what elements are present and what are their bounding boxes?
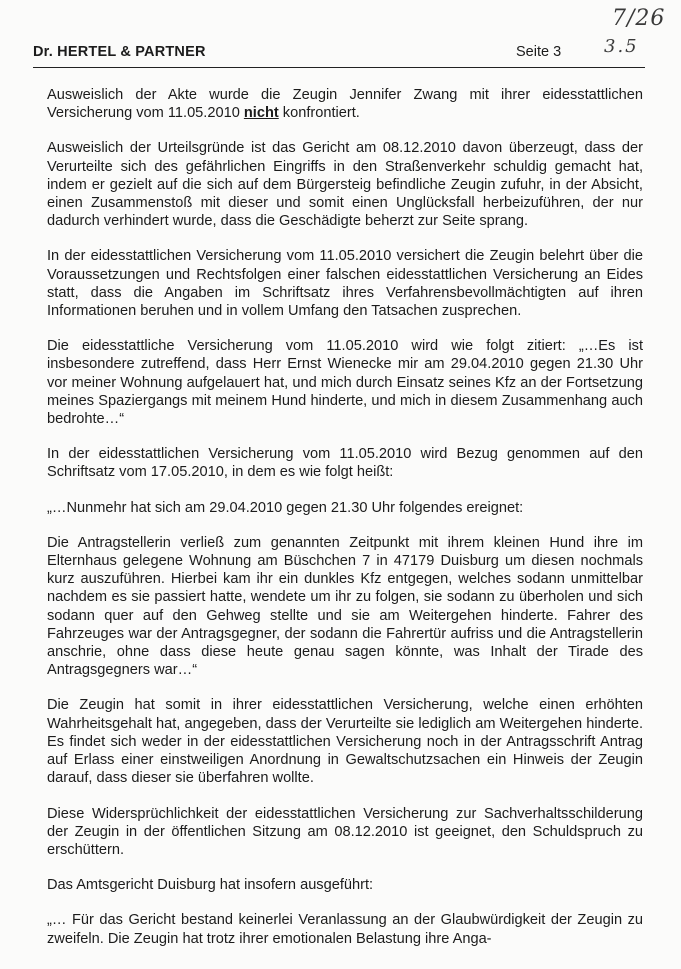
paragraph-1-text-b: konfrontiert. (278, 105, 360, 122)
handwritten-note-top: 7/26 (612, 6, 666, 31)
paragraph-3: In der eidesstattlichen Versicherung vom 11.05.2010 versichert die Zeugin belehrt über die Voraussetzungen und Rechtsfolgen einer falschen eidesstattlichen Versicherung an Eides statt, dass die Angaben im Schriftsatz ihres Verfahrensbevollmächtigten auf ihren Informationen beruhen und in vollem Umfang den Tatsachen zusprechen. (47, 248, 643, 320)
paragraph-4: Die eidesstattliche Versicherung vom 11.05.2010 wird wie folgt zitiert: „…Es ist insbesondere zutreffend, dass Herr Ernst Wienecke mir am 29.04.2010 gegen 21.30 Uhr vor meiner Wohnung aufgelauert hat, und mich durch Einsatz seines Kfz an der Fortsetzung meines Spaziergangs mit meinem Hund hinderte, und mich in diesem Zusammenhang auch bedrohte…“ (47, 338, 643, 428)
paragraph-8: Die Zeugin hat somit in ihrer eidesstattlichen Versicherung, welche einen erhöhten Wahrheitsgehalt hat, angegeben, dass der Verurteilte sie lediglich am Weitergehen hinderte. Es findet sich weder in der eidesstattlichen Versicherung noch in der Antragsschrift Antrag auf Erlass einer einstweiligen Anordnung in Gewaltschutzsachen ein Hinweis der Zeugin darauf, dass dieser sie überfahren wollte. (47, 697, 643, 787)
paragraph-6: „…Nunmehr hat sich am 29.04.2010 gegen 21.30 Uhr folgendes ereignet: (47, 499, 524, 516)
document-body (47, 86, 643, 965)
firm-name: Dr. HERTEL & PARTNER (33, 44, 206, 60)
header-rule (33, 67, 645, 68)
paragraph-10: Das Amtsgericht Duisburg hat insofern ausgeführt: (47, 877, 374, 894)
emphasis-nicht: nicht (243, 105, 279, 122)
paragraph-11: „… Für das Gericht bestand keinerlei Veranlassung an der Glaubwürdigkeit der Zeugin zu zweifeln. Die Zeugin hat trotz ihrer emotionalen Belastung ihre Anga- (47, 912, 643, 947)
paragraph-2: Ausweislich der Urteilsgründe ist das Gericht am 08.12.2010 davon überzeugt, dass der Verurteilte sich des gefährlichen Eingriffs in den Straßenverkehr schuldig gemacht hat, indem er gezielt auf die sich auf dem Bürgersteig befindliche Zeugin zufuhr, in der Absicht, einen Zusammenstoß mit dieser und somit einen Unglücksfall herbeizuführen, der nur dadurch verhindert wurde, dass die Geschädigte beherzt zur Seite sprang. (47, 140, 643, 230)
paragraph-1 (47, 86, 643, 122)
paragraph-5: In der eidesstattlichen Versicherung vom 11.05.2010 wird Bezug genommen auf den Schriftsatz vom 17.05.2010, in dem es wie folgt heißt: (47, 446, 643, 481)
page-number: Seite 3 (516, 44, 562, 60)
paragraph-9: Diese Widersprüchlichkeit der eidesstattlichen Versicherung zur Sachverhaltsschilderung der Zeugin in der öffentlichen Sitzung am 08.12.2010 ist geeignet, den Schuldspruch zu erschüttern. (47, 805, 643, 858)
paragraph-1-text-a: Ausweislich der Akte wurde die Zeugin Jennifer Zwang mit ihrer eidesstattlichen Versicherung vom 11.05.2010 (47, 87, 643, 122)
paragraph-7: Die Antragstellerin verließ zum genannten Zeitpunkt mit ihrem kleinen Hund ihre im Elternhaus gelegene Wohnung am Büschchen 7 in 47179 Duisburg um diesen nochmals kurz auszuführen. Hierbei kam ihr ein dunkles Kfz entgegen, welches sodann unmittelbar nachdem es sie passiert hatte, wendete um ihr zu folgen, sie sodann zu überholen und sich sodann quer auf den Gehweg stellte und sie am Weitergehen hinderte. Fahrer des Fahrzeuges war der Antragsgegner, der sodann die Fahrertür aufriss und die Antragstellerin anschrie, ohne dass diese heute genau sagen könnte, was Inhalt der Tirade des Antragsgegners war…“ (47, 534, 643, 679)
handwritten-note-bottom: 3.5 (604, 36, 639, 57)
